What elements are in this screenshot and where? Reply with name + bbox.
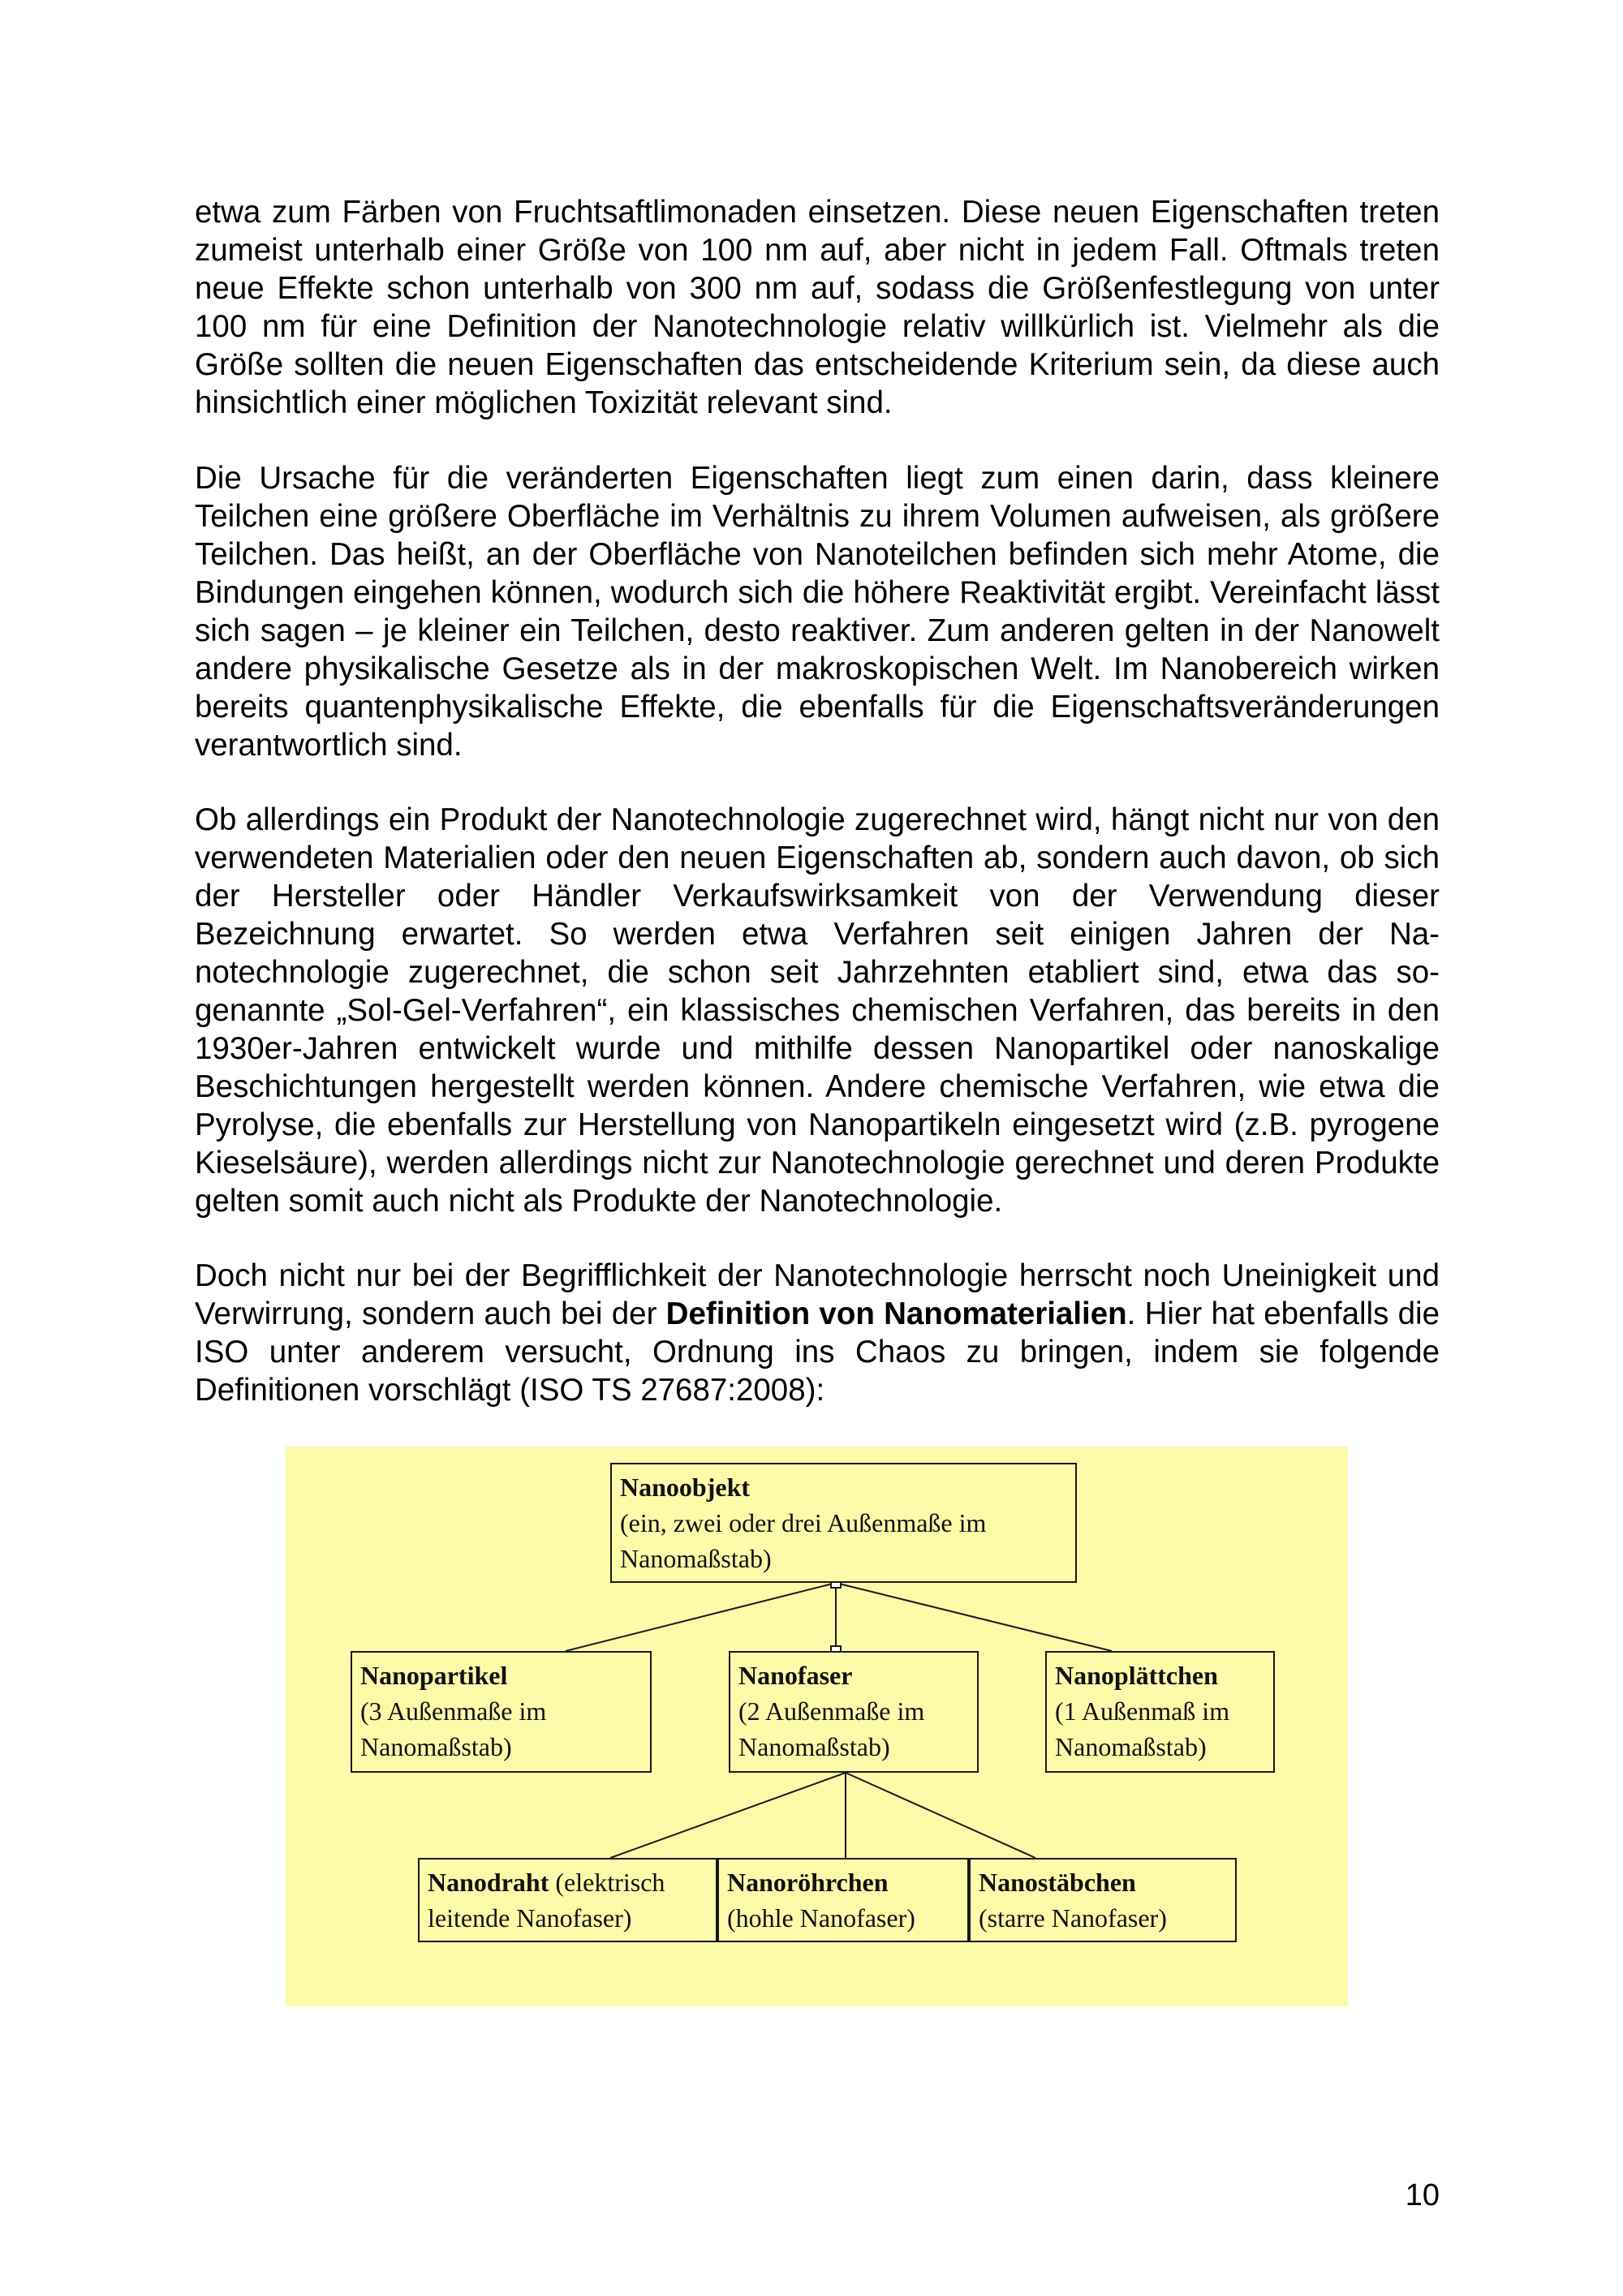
node-nanopartikel-desc: (3 Außenmaße im Nanomaßstab)	[360, 1696, 547, 1761]
page-number: 10	[1405, 2178, 1440, 2212]
node-nanopartikel	[351, 1651, 652, 1773]
paragraph-4-text-start: Doch nicht nur bei der Begrifflichkeit der Nanotechnologie herrscht noch Uneinigkeit und Verwirrung, sondern auch bei der	[195, 1258, 1440, 1331]
node-nanoobjekt-title: Nanoobjekt	[620, 1473, 751, 1502]
connector-faser-nanodraht	[610, 1773, 846, 1858]
nanoobject-classification-diagram	[286, 1447, 1348, 2006]
node-nanoroehrchen-desc: (hohle Nanofaser)	[727, 1903, 915, 1933]
connector-root-nanoplaettchen	[836, 1583, 1112, 1651]
paragraph-4-text-end: . Hier hat ebenfalls die ISO unter anderem versucht, Ordnung ins Chaos zu bringen, indem sie folgende Definitionen vorschlägt (ISO TS 27687:2008):	[195, 1296, 1440, 1408]
node-nanostaebchen	[969, 1858, 1237, 1942]
nanomaterial-definition-emphasis: Definition von Nanomaterialien	[665, 1296, 1127, 1331]
node-nanoobjekt-desc: (ein, zwei oder drei Außenmaße im Nanomaßstab)	[620, 1508, 987, 1573]
node-nanoroehrchen	[717, 1858, 969, 1942]
node-nanoplaettchen-title: Nanoplättchen	[1055, 1661, 1218, 1690]
node-nanopartikel-title: Nanopartikel	[360, 1661, 508, 1690]
node-nanoplaettchen-desc: (1 Außenmaß im Nanomaßstab)	[1055, 1696, 1230, 1761]
paragraph-4	[195, 1257, 1440, 1409]
paragraph-3: Ob allerdings ein Produkt der Nanotechnologie zugerechnet wird, hängt nicht nur von den verwendeten Materialien oder den neuen Eigenschaften ab, sondern auch davon, ob sich der Hersteller oder Händler Verkaufswirksamkeit von der Verwendung dieser Bezeichnung erwartet. So werden etwa Verfahren seit einigen Jahren der Nanotechnologie zugerechnet, die schon seit Jahrzehnten etabliert sind, etwa das sogenannte „Sol-Gel-Verfahren“, ein klassisches chemischen Verfahren, das bereits in den 1930er-Jahren entwickelt wurde und mithilfe dessen Nanopartikel oder nanoskalige Beschichtungen hergestellt werden können. Andere chemische Verfahren, wie etwa die Pyrolyse, die ebenfalls zur Herstellung von Nanopartikeln eingesetzt wird (z.B. pyrogene Kieselsäure), werden allerdings nicht zur Nanotechnologie gerechnet und deren Produkte gelten somit auch nicht als Produkte der Nanotechnologie.	[195, 802, 1440, 1219]
paragraph-1: etwa zum Färben von Fruchtsaftlimonaden einsetzen. Diese neuen Eigenschaften treten zumeist unterhalb einer Größe von 100 nm auf, aber nicht in jedem Fall. Oftmals treten neue Effekte schon unterhalb von 300 nm auf, sodass die Größenfestlegung von unter 100 nm für eine Definition der Nanotechnologie relativ willkürlich ist. Vielmehr als die Größe sollten die neuen Eigenschaften das entscheidende Kriterium sein, da diese auch hinsichtlich einer möglichen Toxizität relevant sind.	[195, 195, 1440, 420]
node-nanoroehrchen-title: Nanoröhrchen	[727, 1868, 889, 1897]
node-nanostaebchen-title: Nanostäbchen	[979, 1868, 1136, 1897]
node-nanoobjekt	[610, 1463, 1077, 1583]
node-nanodraht-title: Nanodraht	[428, 1868, 549, 1897]
node-nanodraht	[418, 1858, 717, 1942]
node-nanofaser-title: Nanofaser	[738, 1661, 853, 1690]
node-nanofaser	[729, 1651, 979, 1773]
node-nanostaebchen-desc: (starre Nanofaser)	[979, 1903, 1167, 1933]
node-nanofaser-desc: (2 Außenmaße im Nanomaßstab)	[738, 1696, 925, 1761]
node-nanoplaettchen	[1045, 1651, 1275, 1773]
connector-root-nanopartikel	[566, 1583, 836, 1651]
connector-faser-nanostaebchen	[846, 1773, 1035, 1858]
paragraph-2: Die Ursache für die veränderten Eigenschaften liegt zum einen darin, dass kleinere Teilchen eine größere Oberfläche im Verhältnis zu ihrem Volumen aufweisen, als größere Teilchen. Das heißt, an der Oberfläche von Nanoteilchen befinden sich mehr Atome, die Bindungen eingehen können, wodurch sich die höhere Reaktivität ergibt. Vereinfacht lässt sich sagen – je kleiner ein Teilchen, desto reaktiver. Zum anderen gelten in der Nanowelt andere physikalische Gesetze als in der makroskopischen Welt. Im Nanobereich wirken bereits quantenphysikalische Effekte, die ebenfalls für die Eigenschaftsveränderungen verantwortlich sind.	[195, 461, 1440, 763]
node-nanodraht-desc: (elektrisch leitende Nanofaser)	[428, 1868, 665, 1933]
